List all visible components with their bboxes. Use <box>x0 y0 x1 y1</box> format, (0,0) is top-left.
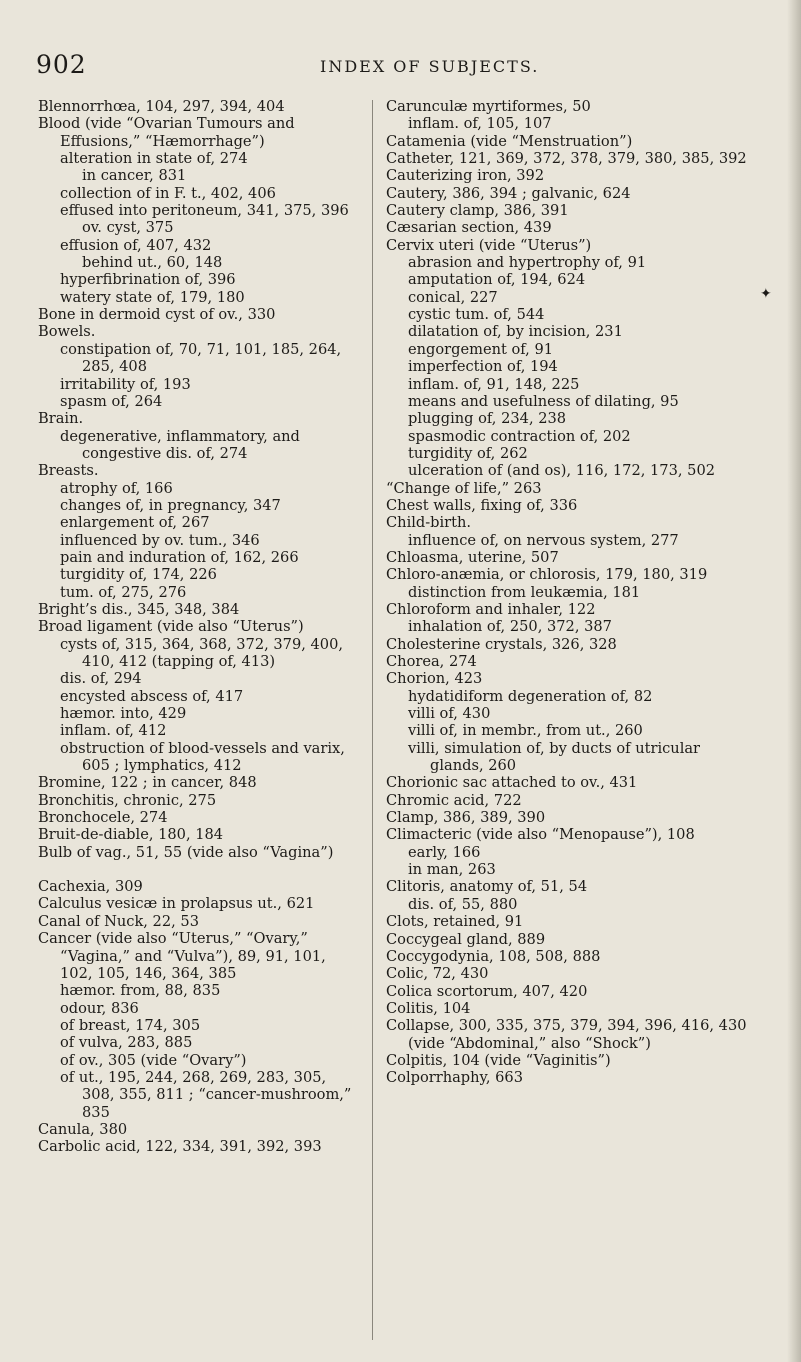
index-entry: Carbolic acid, 122, 334, 391, 392, 393 <box>38 1138 322 1156</box>
index-subentry: of breast, 174, 305 <box>60 1016 201 1034</box>
index-subentry: in cancer, 831 <box>82 167 187 185</box>
index-entry: Clamp, 386, 389, 390 <box>386 809 546 827</box>
index-entry: Climacteric (vide also “Menopause”), 108 <box>386 826 695 844</box>
index-entry: Bright’s dis., 345, 348, 384 <box>38 600 240 618</box>
index-subentry: irritability of, 193 <box>60 375 191 393</box>
index-subentry: hæmor. into, 429 <box>60 705 187 723</box>
page-number: 902 <box>36 50 87 79</box>
section-gap <box>38 861 360 878</box>
index-subentry: plugging of, 234, 238 <box>408 410 567 428</box>
index-subentry: odour, 836 <box>60 999 139 1017</box>
index-entry: Canal of Nuck, 22, 53 <box>38 912 199 930</box>
index-entry: Cervix uteri (vide “Uterus”) <box>386 236 592 254</box>
index-entry: Cholesterine crystals, 326, 328 <box>386 635 617 653</box>
index-subentry: effusion of, 407, 432 <box>60 236 212 254</box>
index-column-left <box>38 98 360 1156</box>
index-entry: Colitis, 104 <box>386 999 471 1017</box>
index-entry: Chloro-anæmia, or chlorosis, 179, 180, 319 <box>386 566 708 584</box>
index-subentry: dis. of, 55, 880 <box>408 895 518 913</box>
index-subentry: dilatation of, by incision, 231 <box>408 323 623 341</box>
page-header <box>0 50 801 84</box>
marginal-mark: ✦ <box>760 286 772 302</box>
index-entry: Bone in dermoid cyst of ov., 330 <box>38 306 276 324</box>
index-entry: Colica scortorum, 407, 420 <box>386 982 588 1000</box>
index-subentry: villi of, in membr., from ut., 260 <box>408 722 643 740</box>
index-entry: Bronchocele, 274 <box>38 809 168 827</box>
index-entry: Canula, 380 <box>38 1120 128 1138</box>
index-entry: Catheter, 121, 369, 372, 378, 379, 380, 385, 392 <box>386 150 747 168</box>
index-entry: Clots, retained, 91 <box>386 913 524 931</box>
index-entry: Carunculæ myrtiformes, 50 <box>386 98 591 115</box>
index-entry: Chorionic sac attached to ov., 431 <box>386 774 638 792</box>
index-entry: Bromine, 122 ; in cancer, 848 <box>38 774 257 792</box>
index-entry: Chloroform and inhaler, 122 <box>386 600 596 618</box>
running-title: INDEX OF SUBJECTS. <box>320 57 540 76</box>
index-entry: Chloasma, uterine, 507 <box>386 548 559 566</box>
column-divider <box>372 100 373 1340</box>
index-entry: Cautery, 386, 394 ; galvanic, 624 <box>386 184 631 202</box>
index-entry: Cauterizing iron, 392 <box>386 167 545 185</box>
index-subentry: changes of, in pregnancy, 347 <box>60 496 281 514</box>
index-subentry: of vulva, 283, 885 <box>60 1034 193 1052</box>
index-entry: Child-birth. <box>386 514 472 532</box>
index-subentry: alteration in state of, 274 <box>60 150 248 168</box>
index-subentry: atrophy of, 166 <box>60 479 173 497</box>
index-subentry: ulceration of (and os), 116, 172, 173, 502 <box>408 462 716 480</box>
index-entry: Blood (vide “Ovarian Tumours and Effusions,” “Hæmorrhage”) <box>38 115 295 150</box>
index-subentry: villi of, 430 <box>408 705 491 723</box>
index-subentry: enlargement of, 267 <box>60 514 210 532</box>
index-subentry: of ut., 195, 244, 268, 269, 283, 305, 308, 355, 811 ; “cancer-mushroom,” 835 <box>60 1068 352 1121</box>
index-entry: Bulb of vag., 51, 55 (vide also “Vagina”) <box>38 843 334 861</box>
index-subentry: influenced by ov. tum., 346 <box>60 531 260 549</box>
index-subentry: hyperfibrination of, 396 <box>60 271 236 289</box>
index-entry: Colic, 72, 430 <box>386 965 489 983</box>
index-subentry: dis. of, 294 <box>60 670 142 688</box>
index-subentry: inflam. of, 105, 107 <box>408 115 552 133</box>
index-entry: Cautery clamp, 386, 391 <box>386 202 569 220</box>
index-entry: Bronchitis, chronic, 275 <box>38 791 217 809</box>
index-subentry: amputation of, 194, 624 <box>408 271 586 289</box>
index-entry: Cachexia, 309 <box>38 878 143 896</box>
index-entry: Breasts. <box>38 462 99 480</box>
index-subentry: in man, 263 <box>408 861 496 879</box>
index-entry: Collapse, 300, 335, 375, 379, 394, 396, 416, 430 (vide “Abdominal,” also “Shock”) <box>386 1017 747 1052</box>
index-entry: Broad ligament (vide also “Uterus”) <box>38 618 304 636</box>
index-subentry: pain and induration of, 162, 266 <box>60 548 299 566</box>
index-entry: Colporrhaphy, 663 <box>386 1069 523 1087</box>
index-subentry: villi, simulation of, by ducts of utricular glands, 260 <box>408 739 701 775</box>
index-subentry: collection of in F. t., 402, 406 <box>60 184 276 202</box>
index-subentry: ov. cyst, 375 <box>82 219 174 237</box>
index-subentry: inflam. of, 412 <box>60 722 167 740</box>
index-entry: Bruit-de-diable, 180, 184 <box>38 826 224 844</box>
index-entry: Chromic acid, 722 <box>386 791 522 809</box>
index-subentry: watery state of, 179, 180 <box>60 288 245 306</box>
index-subentry: conical, 227 <box>408 288 498 306</box>
index-subentry: hæmor. from, 88, 835 <box>60 982 221 1000</box>
page-edge-shadow <box>787 0 801 1362</box>
index-entry: Bowels. <box>38 323 96 341</box>
index-subentry: inflam. of, 91, 148, 225 <box>408 375 580 393</box>
index-subentry: of ov., 305 (vide “Ovary”) <box>60 1051 247 1069</box>
index-entry: Clitoris, anatomy of, 51, 54 <box>386 878 588 896</box>
index-subentry: engorgement of, 91 <box>408 340 554 358</box>
index-subentry: imperfection of, 194 <box>408 358 558 376</box>
index-subentry: turgidity of, 174, 226 <box>60 566 217 584</box>
index-entry: Cæsarian section, 439 <box>386 219 552 237</box>
index-subentry: effused into peritoneum, 341, 375, 396 <box>60 202 349 220</box>
index-subentry: hydatidiform degeneration of, 82 <box>408 687 653 705</box>
index-subentry: abrasion and hypertrophy of, 91 <box>408 254 647 272</box>
index-entry: Brain. <box>38 410 84 428</box>
index-subentry: cysts of, 315, 364, 368, 372, 379, 400, 410, 412 (tapping of, 413) <box>60 635 344 670</box>
index-subentry: obstruction of blood-vessels and varix, 605 ; lymphatics, 412 <box>60 739 345 775</box>
index-subentry: spasmodic contraction of, 202 <box>408 427 631 445</box>
index-column-right <box>386 98 748 1087</box>
index-subentry: behind ut., 60, 148 <box>82 254 223 272</box>
index-subentry: turgidity of, 262 <box>408 444 528 462</box>
index-subentry: degenerative, inflammatory, and congestive dis. of, 274 <box>60 427 300 462</box>
index-entry: Calculus vesicæ in prolapsus ut., 621 <box>38 895 315 913</box>
index-subentry: distinction from leukæmia, 181 <box>408 583 641 601</box>
index-entry: Catamenia (vide “Menstruation”) <box>386 132 633 150</box>
index-subentry: encysted abscess of, 417 <box>60 687 244 705</box>
index-subentry: inhalation of, 250, 372, 387 <box>408 618 612 636</box>
index-entry: Cancer (vide also “Uterus,” “Ovary,” “Vagina,” and “Vulva”), 89, 91, 101, 102, 105, 146, 364, 385 <box>38 930 326 982</box>
index-entry: Colpitis, 104 (vide “Vaginitis”) <box>386 1051 611 1069</box>
index-entry: Coccygeal gland, 889 <box>386 930 546 948</box>
index-entry: Chorea, 274 <box>386 653 477 670</box>
index-entry: “Change of life,” 263 <box>386 479 542 497</box>
index-subentry: tum. of, 275, 276 <box>60 583 187 601</box>
index-subentry: means and usefulness of dilating, 95 <box>408 392 679 410</box>
index-subentry: cystic tum. of, 544 <box>408 306 545 324</box>
index-entry: Coccygodynia, 108, 508, 888 <box>386 947 601 965</box>
index-subentry: early, 166 <box>408 843 481 861</box>
index-subentry: constipation of, 70, 71, 101, 185, 264, 285, 408 <box>60 340 342 376</box>
index-subentry: influence of, on nervous system, 277 <box>408 531 679 549</box>
index-entry: Chest walls, fixing of, 336 <box>386 496 578 514</box>
index-entry: Chorion, 423 <box>386 670 483 688</box>
index-entry: Blennorrhœa, 104, 297, 394, 404 <box>38 98 285 115</box>
index-subentry: spasm of, 264 <box>60 392 163 410</box>
